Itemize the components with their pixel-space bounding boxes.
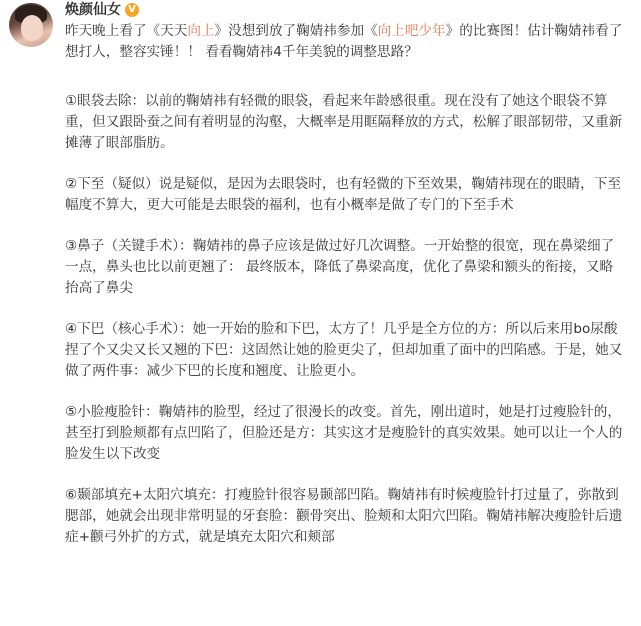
paragraph-eye-corner: ②下至（疑似）说是疑似，是因为去眼袋时，也有轻微的下至效果，鞠婧祎现在的眼睛，下至幅度不算大，更大可能是去眼袋的福利，也有小概率是做了专门的下至手术 xyxy=(65,176,621,213)
avatar-face xyxy=(21,15,43,41)
author-name[interactable]: 焕颜仙女 xyxy=(65,2,121,18)
paragraph-temple-fill: ⑥颞部填充+太阳穴填充：打瘦脸针很容易颞部凹陷。鞠婧祎有时候瘦脸针打过量了，弥散到腮部，她就会出现非常明显的牙套脸：颧骨突出、脸颊和太阳穴凹陷。鞠婧祎解决瘦脸针后遗症+颧弓外扩的方式，就是填充太阳穴和颊部 xyxy=(65,487,623,545)
paragraph-chin: ④下巴（核心手术）：她一开始的脸和下巴，太方了！几乎是全方位的方：所以后来用bo尿酸捏了个又尖又长又翘的下巴：这固然让她的脸更尖了，但却加重了面中的凹陷感。于是，她又做了两件事：减少下巴的长度和翘度、让脸更小。 xyxy=(65,321,623,379)
avatar[interactable] xyxy=(9,3,53,47)
intro-paragraph xyxy=(65,21,625,63)
topic-link-1[interactable]: 向上 xyxy=(187,23,215,39)
paragraph-nose: ③鼻子（关键手术）：鞠婧祎的鼻子应该是做过好几次调整。一开始整的很宽，现在鼻梁细了一点，鼻头也比以前更翘了： 最终版本，降低了鼻梁高度，优化了鼻梁和额头的衔接，又略抬高了鼻尖 xyxy=(65,238,615,296)
paragraph-eye-bags: ①眼袋去除：以前的鞠婧祎有轻微的眼袋，看起来年龄感很重。现在没有了她这个眼袋不算重，但又跟卧蚕之间有着明显的沟壑，大概率是用眶隔释放的方式，松解了眼部韧带，又重新摊薄了眼部脂肪。 xyxy=(65,93,623,151)
post-author[interactable] xyxy=(65,0,139,20)
topic-link-2[interactable]: 向上吧少年 xyxy=(377,23,446,39)
paragraph-slim-face: ⑤小脸瘦脸针：鞠婧祎的脸型，经过了很漫长的改变。首先，刚出道时，她是打过瘦脸针的，甚至打到脸颊都有点凹陷了，但脸还是方：其实这才是瘦脸针的真实效果。她可以让一个人的脸发生以下改变 xyxy=(65,404,623,462)
intro-text-1: 昨天晚上看了《天天 xyxy=(65,23,188,39)
verified-badge-icon: V xyxy=(125,3,139,17)
intro-text-3: 》的比赛图！估计鞠婧祎看了想打人，整容实锤！！ 看看鞠婧祎4千年美貌的调整思路？ xyxy=(65,23,623,60)
post-content xyxy=(65,21,625,548)
intro-text-2: 》没想到放了鞠婧祎参加《 xyxy=(214,23,378,39)
